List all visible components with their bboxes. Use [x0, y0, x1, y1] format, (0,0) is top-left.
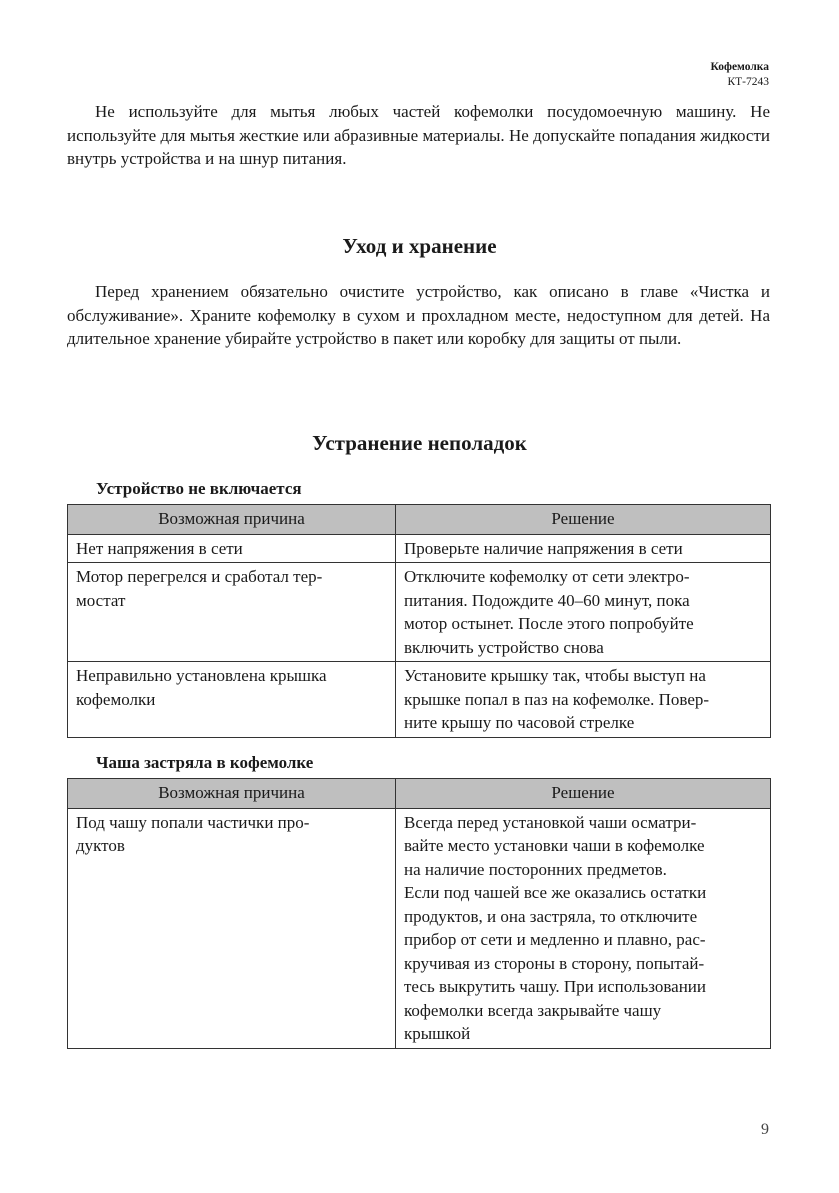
- model-number: КТ-7243: [727, 76, 769, 88]
- product-name: Кофемолка: [710, 61, 769, 73]
- col-solution-header: Решение: [396, 779, 771, 809]
- table-header-row: [68, 505, 771, 535]
- troubleshooting-table-2: [67, 778, 771, 1049]
- intro-paragraph: [67, 100, 770, 171]
- col-solution-header: Решение: [396, 505, 771, 535]
- solution-cell: Всегда перед установкой чаши осматри- вайте место установки чаши в кофемолке на наличие посторонних предметов. Если под чашей все же оказались остатки продуктов, и она застряла, то отключите прибор от сети и медленно и плавно, рас- кручивая из стороны в сторону, попытай- тесь выкрутить чашу. При использовании кофемолки всегда закрывайте чашу крышкой: [396, 808, 771, 1048]
- troubleshooting-heading: Устранение неполадок: [312, 431, 527, 455]
- col-cause-header: Возможная причина: [68, 505, 396, 535]
- solution-cell: Проверьте наличие напряжения в сети: [396, 534, 771, 563]
- table-row: [68, 534, 771, 563]
- section1-title: Устройство не включается: [96, 479, 302, 498]
- table-header-row: [68, 779, 771, 809]
- storage-paragraph: [67, 280, 770, 351]
- cause-cell: Нет напряжения в сети: [68, 534, 396, 563]
- solution-cell: Отключите кофемолку от сети электро- питания. Подождите 40–60 минут, пока мотор остынет. После этого попробуйте включить устройство снова: [396, 563, 771, 662]
- table-row: [68, 808, 771, 1048]
- table-row: [68, 662, 771, 738]
- troubleshooting-table-1: [67, 504, 771, 738]
- col-cause-header: Возможная причина: [68, 779, 396, 809]
- page-number: 9: [761, 1121, 769, 1138]
- cause-cell: Неправильно установлена крышка кофемолки: [68, 662, 396, 738]
- section2-title: Чаша застряла в кофемолке: [96, 753, 314, 772]
- intro-text: Не используйте для мытья любых частей кофемолки посудомоечную машину. Не используйте для мытья жесткие или абразивные материалы. Не допускайте попадания жидкости внутрь устройства и на шнур питания.: [67, 102, 770, 168]
- cause-cell: Под чашу попали частички про- дуктов: [68, 808, 396, 1048]
- page-header: [710, 60, 769, 90]
- storage-heading: Уход и хранение: [342, 234, 497, 258]
- cause-cell: Мотор перегрелся и сработал тер- мостат: [68, 563, 396, 662]
- table-row: [68, 563, 771, 662]
- storage-text: Перед хранением обязательно очистите устройство, как описано в главе «Чистка и обслуживание». Храните кофемолку в сухом и прохладном месте, недоступном для детей. На длительное хранение убирайте устройство в пакет или коробку для защиты от пыли.: [67, 282, 770, 348]
- solution-cell: Установите крышку так, чтобы выступ на крышке попал в паз на кофемолке. Повер- ните крышу по часовой стрелке: [396, 662, 771, 738]
